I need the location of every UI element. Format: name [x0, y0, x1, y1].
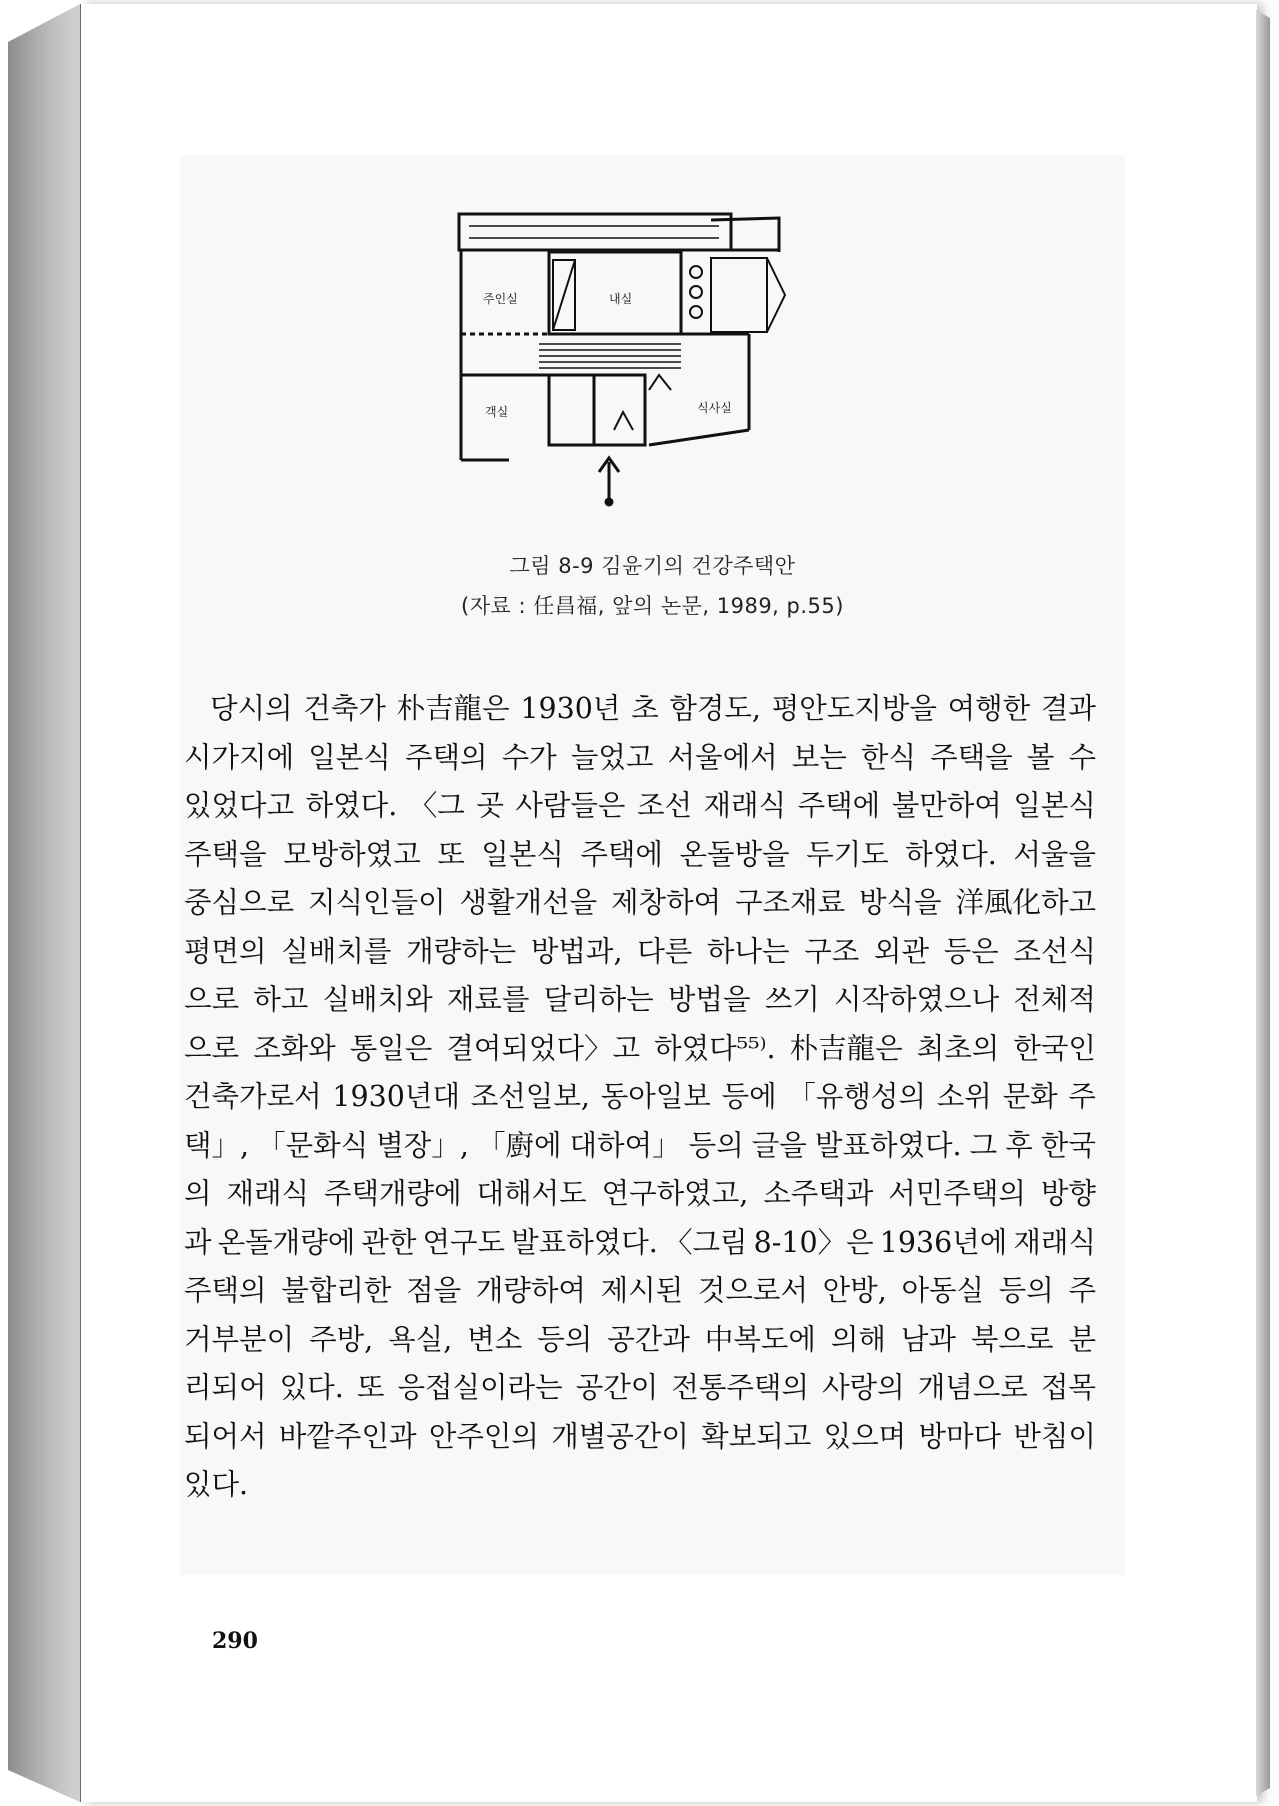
book-spine — [8, 4, 80, 1802]
room-label-inner: 내실 — [609, 292, 633, 306]
room-label-dining: 식사실 — [697, 401, 732, 415]
room-label-master: 주인실 — [483, 292, 518, 306]
body-line: 으로 조화와 통일은 결여되었다〉고 하였다⁵⁵⁾. 朴吉龍은 최초의 한국인 — [184, 1031, 1096, 1065]
body-line: 평면의 실배치를 개량하는 방법과, 다른 하나는 구조 외관 등은 조선식 — [184, 934, 1096, 968]
body-line: 중심으로 지식인들이 생활개선을 제창하여 구조재료 방식을 洋風化하고 — [184, 886, 1096, 919]
body-paragraph — [184, 685, 1096, 1510]
body-line: 건축가로서 1930년대 조선일보, 동아일보 등에 「유행성의 소위 문화 주 — [184, 1080, 1096, 1113]
room-label-guest: 객실 — [485, 405, 509, 419]
floor-plan-figure — [449, 200, 839, 510]
body-line: 택」, 「문화식 별장」, 「廚에 대하여」 등의 글을 발표하였다. 그 후 한국 — [184, 1128, 1096, 1162]
body-line: 되어서 바깥주인과 안주인의 개별공간이 확보되고 있으며 방마다 반침이 — [184, 1419, 1096, 1453]
body-line: 있다. — [184, 1468, 249, 1501]
body-line: 당시의 건축가 朴吉龍은 1930년 초 함경도, 평안도지방을 여행한 결과 — [210, 692, 1096, 725]
body-line: 있었다고 하였다. 〈그 곳 사람들은 조선 재래식 주택에 불만하여 일본식 — [184, 789, 1096, 822]
body-line: 시가지에 일본식 주택의 수가 늘었고 서울에서 보는 한식 주택을 볼 수 — [184, 740, 1096, 774]
body-line: 과 온돌개량에 관한 연구도 발표하였다. 〈그림 8-10〉은 1936년에 재래식 — [184, 1225, 1096, 1259]
figure-caption-title: 그림 8-9 김윤기의 건강주택안 — [509, 554, 796, 578]
page-edge — [1256, 10, 1270, 1796]
body-line: 리되어 있다. 또 응접실이라는 공간이 전통주택의 사랑의 개념으로 접목 — [184, 1371, 1096, 1404]
figure-caption-source: (자료 : 任昌福, 앞의 논문, 1989, p.55) — [461, 594, 844, 618]
body-line: 주택을 모방하였고 또 일본식 주택에 온돌방을 두기도 하였다. 서울을 — [184, 837, 1096, 871]
body-line: 주택의 불합리한 점을 개량하여 제시된 것으로서 안방, 아동실 등의 주 — [184, 1274, 1096, 1307]
body-line: 의 재래식 주택개량에 대해서도 연구하였고, 소주택과 서민주택의 방향 — [184, 1177, 1096, 1210]
body-line: 으로 하고 실배치와 재료를 달리하는 방법을 쓰기 시작하였으나 전체적 — [184, 983, 1096, 1016]
page-number: 290 — [212, 1628, 258, 1654]
floor-plan-drawing — [449, 200, 839, 510]
body-line: 거부분이 주방, 욕실, 변소 등의 공간과 中복도에 의해 남과 북으로 분 — [184, 1322, 1096, 1356]
